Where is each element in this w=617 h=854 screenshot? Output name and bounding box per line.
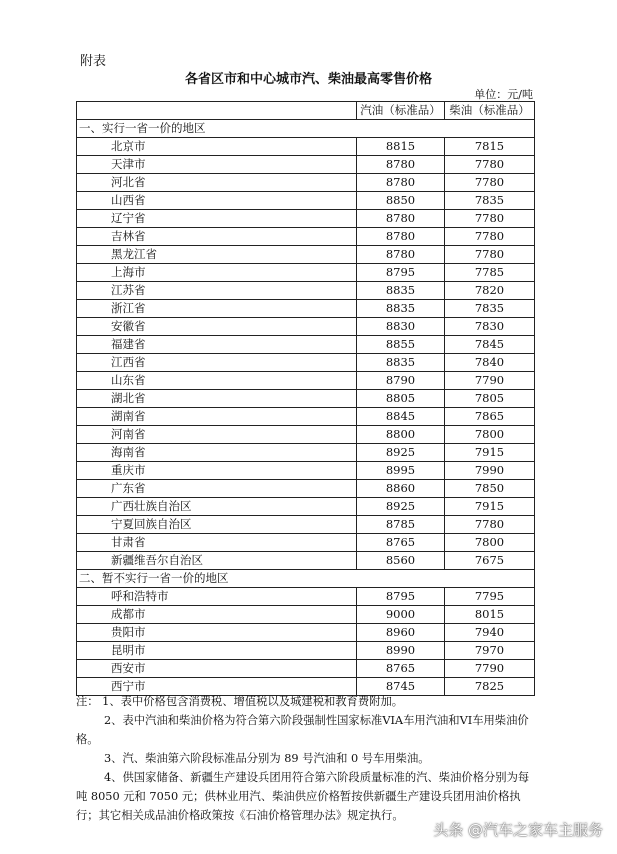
- table-row: [77, 498, 535, 516]
- diesel-price-cell: 7675: [445, 552, 535, 570]
- region-cell: 昆明市: [77, 642, 357, 660]
- gasoline-price-cell: 8795: [357, 588, 445, 606]
- watermark: 头条 @汽车之家车主服务: [433, 821, 603, 839]
- diesel-price-cell: 7780: [445, 228, 535, 246]
- region-cell: 湖北省: [77, 390, 357, 408]
- table-row: [77, 480, 535, 498]
- diesel-price-cell: 7830: [445, 318, 535, 336]
- diesel-price-cell: 7790: [445, 372, 535, 390]
- gasoline-price-cell: 8855: [357, 336, 445, 354]
- gasoline-price-cell: 8790: [357, 372, 445, 390]
- table-row: [77, 336, 535, 354]
- region-cell: 辽宁省: [77, 210, 357, 228]
- region-cell: 吉林省: [77, 228, 357, 246]
- diesel-price-cell: 7800: [445, 534, 535, 552]
- diesel-price-cell: 7790: [445, 660, 535, 678]
- region-cell: 重庆市: [77, 462, 357, 480]
- section-label: 一、实行一省一价的地区: [77, 120, 535, 138]
- table-header-row: [77, 102, 535, 120]
- price-table-body: [77, 102, 535, 696]
- table-row: [77, 606, 535, 624]
- region-cell: 西宁市: [77, 678, 357, 696]
- gasoline-price-cell: 8805: [357, 390, 445, 408]
- table-row: [77, 318, 535, 336]
- gasoline-price-cell: 8560: [357, 552, 445, 570]
- table-row: [77, 246, 535, 264]
- section-row: [77, 120, 535, 138]
- note-3: 3、汽、柴油第六阶段标准品分别为 89 号汽油和 0 号车用柴油。: [104, 752, 430, 765]
- table-row: [77, 588, 535, 606]
- gasoline-price-cell: 8925: [357, 444, 445, 462]
- diesel-price-cell: 7835: [445, 192, 535, 210]
- diesel-price-cell: 7845: [445, 336, 535, 354]
- region-cell: 江西省: [77, 354, 357, 372]
- gasoline-price-cell: 8745: [357, 678, 445, 696]
- gasoline-price-cell: 8765: [357, 534, 445, 552]
- diesel-price-cell: 7780: [445, 246, 535, 264]
- diesel-price-cell: 7780: [445, 174, 535, 192]
- table-row: [77, 174, 535, 192]
- region-cell: 山西省: [77, 192, 357, 210]
- table-row: [77, 516, 535, 534]
- gasoline-price-cell: 8780: [357, 228, 445, 246]
- gasoline-price-cell: 8835: [357, 354, 445, 372]
- gasoline-price-cell: 8830: [357, 318, 445, 336]
- table-row: [77, 390, 535, 408]
- section-label: 二、暂不实行一省一价的地区: [77, 570, 535, 588]
- diesel-price-cell: 7780: [445, 516, 535, 534]
- region-cell: 海南省: [77, 444, 357, 462]
- region-cell: 河北省: [77, 174, 357, 192]
- table-row: [77, 228, 535, 246]
- gasoline-price-cell: 8780: [357, 174, 445, 192]
- gasoline-price-cell: 8780: [357, 210, 445, 228]
- region-cell: 甘肃省: [77, 534, 357, 552]
- table-row: [77, 138, 535, 156]
- gasoline-price-cell: 8845: [357, 408, 445, 426]
- note-2: 2、表中汽油和柴油价格为符合第六阶段强制性国家标准VIA车用汽油和VI车用柴油价格。: [76, 714, 529, 746]
- table-row: [77, 552, 535, 570]
- price-table: [76, 101, 535, 696]
- gasoline-price-cell: 8785: [357, 516, 445, 534]
- region-cell: 宁夏回族自治区: [77, 516, 357, 534]
- region-cell: 上海市: [77, 264, 357, 282]
- diesel-price-cell: 7850: [445, 480, 535, 498]
- gasoline-price-cell: 8780: [357, 246, 445, 264]
- gasoline-price-cell: 8835: [357, 300, 445, 318]
- table-row: [77, 534, 535, 552]
- table-row: [77, 462, 535, 480]
- diesel-price-cell: 7915: [445, 498, 535, 516]
- gasoline-price-cell: 8990: [357, 642, 445, 660]
- gasoline-price-cell: 8800: [357, 426, 445, 444]
- table-row: [77, 372, 535, 390]
- region-cell: 呼和浩特市: [77, 588, 357, 606]
- diesel-price-cell: 7825: [445, 678, 535, 696]
- diesel-price-cell: 7780: [445, 156, 535, 174]
- region-cell: 浙江省: [77, 300, 357, 318]
- diesel-price-cell: 7915: [445, 444, 535, 462]
- diesel-price-cell: 7970: [445, 642, 535, 660]
- gasoline-price-cell: 8835: [357, 282, 445, 300]
- gasoline-price-cell: 8780: [357, 156, 445, 174]
- diesel-price-cell: 7820: [445, 282, 535, 300]
- unit-label: 单位：元/吨: [474, 88, 533, 101]
- table-row: [77, 300, 535, 318]
- diesel-price-cell: 7865: [445, 408, 535, 426]
- gasoline-price-cell: 8960: [357, 624, 445, 642]
- gasoline-price-cell: 8795: [357, 264, 445, 282]
- diesel-price-cell: 7800: [445, 426, 535, 444]
- notes: [76, 692, 536, 825]
- gasoline-price-cell: 9000: [357, 606, 445, 624]
- note-4: 4、供国家储备、新疆生产建设兵团用符合第六阶段质量标准的汽、柴油价格分别为每吨 8050 元和 7050 元；供林业用汽、柴油供应价格暂按供新疆生产建设兵团用油价格执行；其它相关成品油价格政策按《石油价格管理办法》规定执行。: [76, 771, 530, 822]
- gasoline-price-cell: 8995: [357, 462, 445, 480]
- region-cell: 黑龙江省: [77, 246, 357, 264]
- diesel-price-cell: 7785: [445, 264, 535, 282]
- diesel-price-cell: 7795: [445, 588, 535, 606]
- diesel-price-cell: 7835: [445, 300, 535, 318]
- region-cell: 贵阳市: [77, 624, 357, 642]
- gasoline-price-cell: 8860: [357, 480, 445, 498]
- gasoline-price-cell: 8815: [357, 138, 445, 156]
- region-cell: 西安市: [77, 660, 357, 678]
- gasoline-price-cell: 8925: [357, 498, 445, 516]
- region-cell: 江苏省: [77, 282, 357, 300]
- region-cell: 河南省: [77, 426, 357, 444]
- table-row: [77, 354, 535, 372]
- region-cell: 福建省: [77, 336, 357, 354]
- table-row: [77, 156, 535, 174]
- section-row: [77, 570, 535, 588]
- table-row: [77, 192, 535, 210]
- region-cell: 成都市: [77, 606, 357, 624]
- diesel-price-cell: 7990: [445, 462, 535, 480]
- table-row: [77, 426, 535, 444]
- region-cell: 湖南省: [77, 408, 357, 426]
- table-row: [77, 444, 535, 462]
- diesel-price-cell: 7840: [445, 354, 535, 372]
- diesel-price-cell: 7940: [445, 624, 535, 642]
- gasoline-price-cell: 8765: [357, 660, 445, 678]
- diesel-price-cell: 7815: [445, 138, 535, 156]
- diesel-price-cell: 8015: [445, 606, 535, 624]
- header-diesel: 柴油（标准品）: [445, 102, 535, 120]
- table-row: [77, 660, 535, 678]
- region-cell: 广东省: [77, 480, 357, 498]
- diesel-price-cell: 7780: [445, 210, 535, 228]
- appendix-label: 附表: [80, 54, 107, 69]
- table-row: [77, 264, 535, 282]
- region-cell: 新疆维吾尔自治区: [77, 552, 357, 570]
- region-cell: 北京市: [77, 138, 357, 156]
- header-gasoline: 汽油（标准品）: [357, 102, 445, 120]
- diesel-price-cell: 7805: [445, 390, 535, 408]
- table-row: [77, 210, 535, 228]
- region-cell: 广西壮族自治区: [77, 498, 357, 516]
- table-row: [77, 642, 535, 660]
- page-title: 各省区市和中心城市汽、柴油最高零售价格: [184, 72, 432, 87]
- region-cell: 山东省: [77, 372, 357, 390]
- note-1: 注： 1、表中价格包含消费税、增值税以及城建税和教育费附加。: [76, 695, 404, 708]
- header-region: [77, 102, 357, 120]
- region-cell: 天津市: [77, 156, 357, 174]
- region-cell: 安徽省: [77, 318, 357, 336]
- table-row: [77, 408, 535, 426]
- table-row: [77, 282, 535, 300]
- table-row: [77, 624, 535, 642]
- gasoline-price-cell: 8850: [357, 192, 445, 210]
